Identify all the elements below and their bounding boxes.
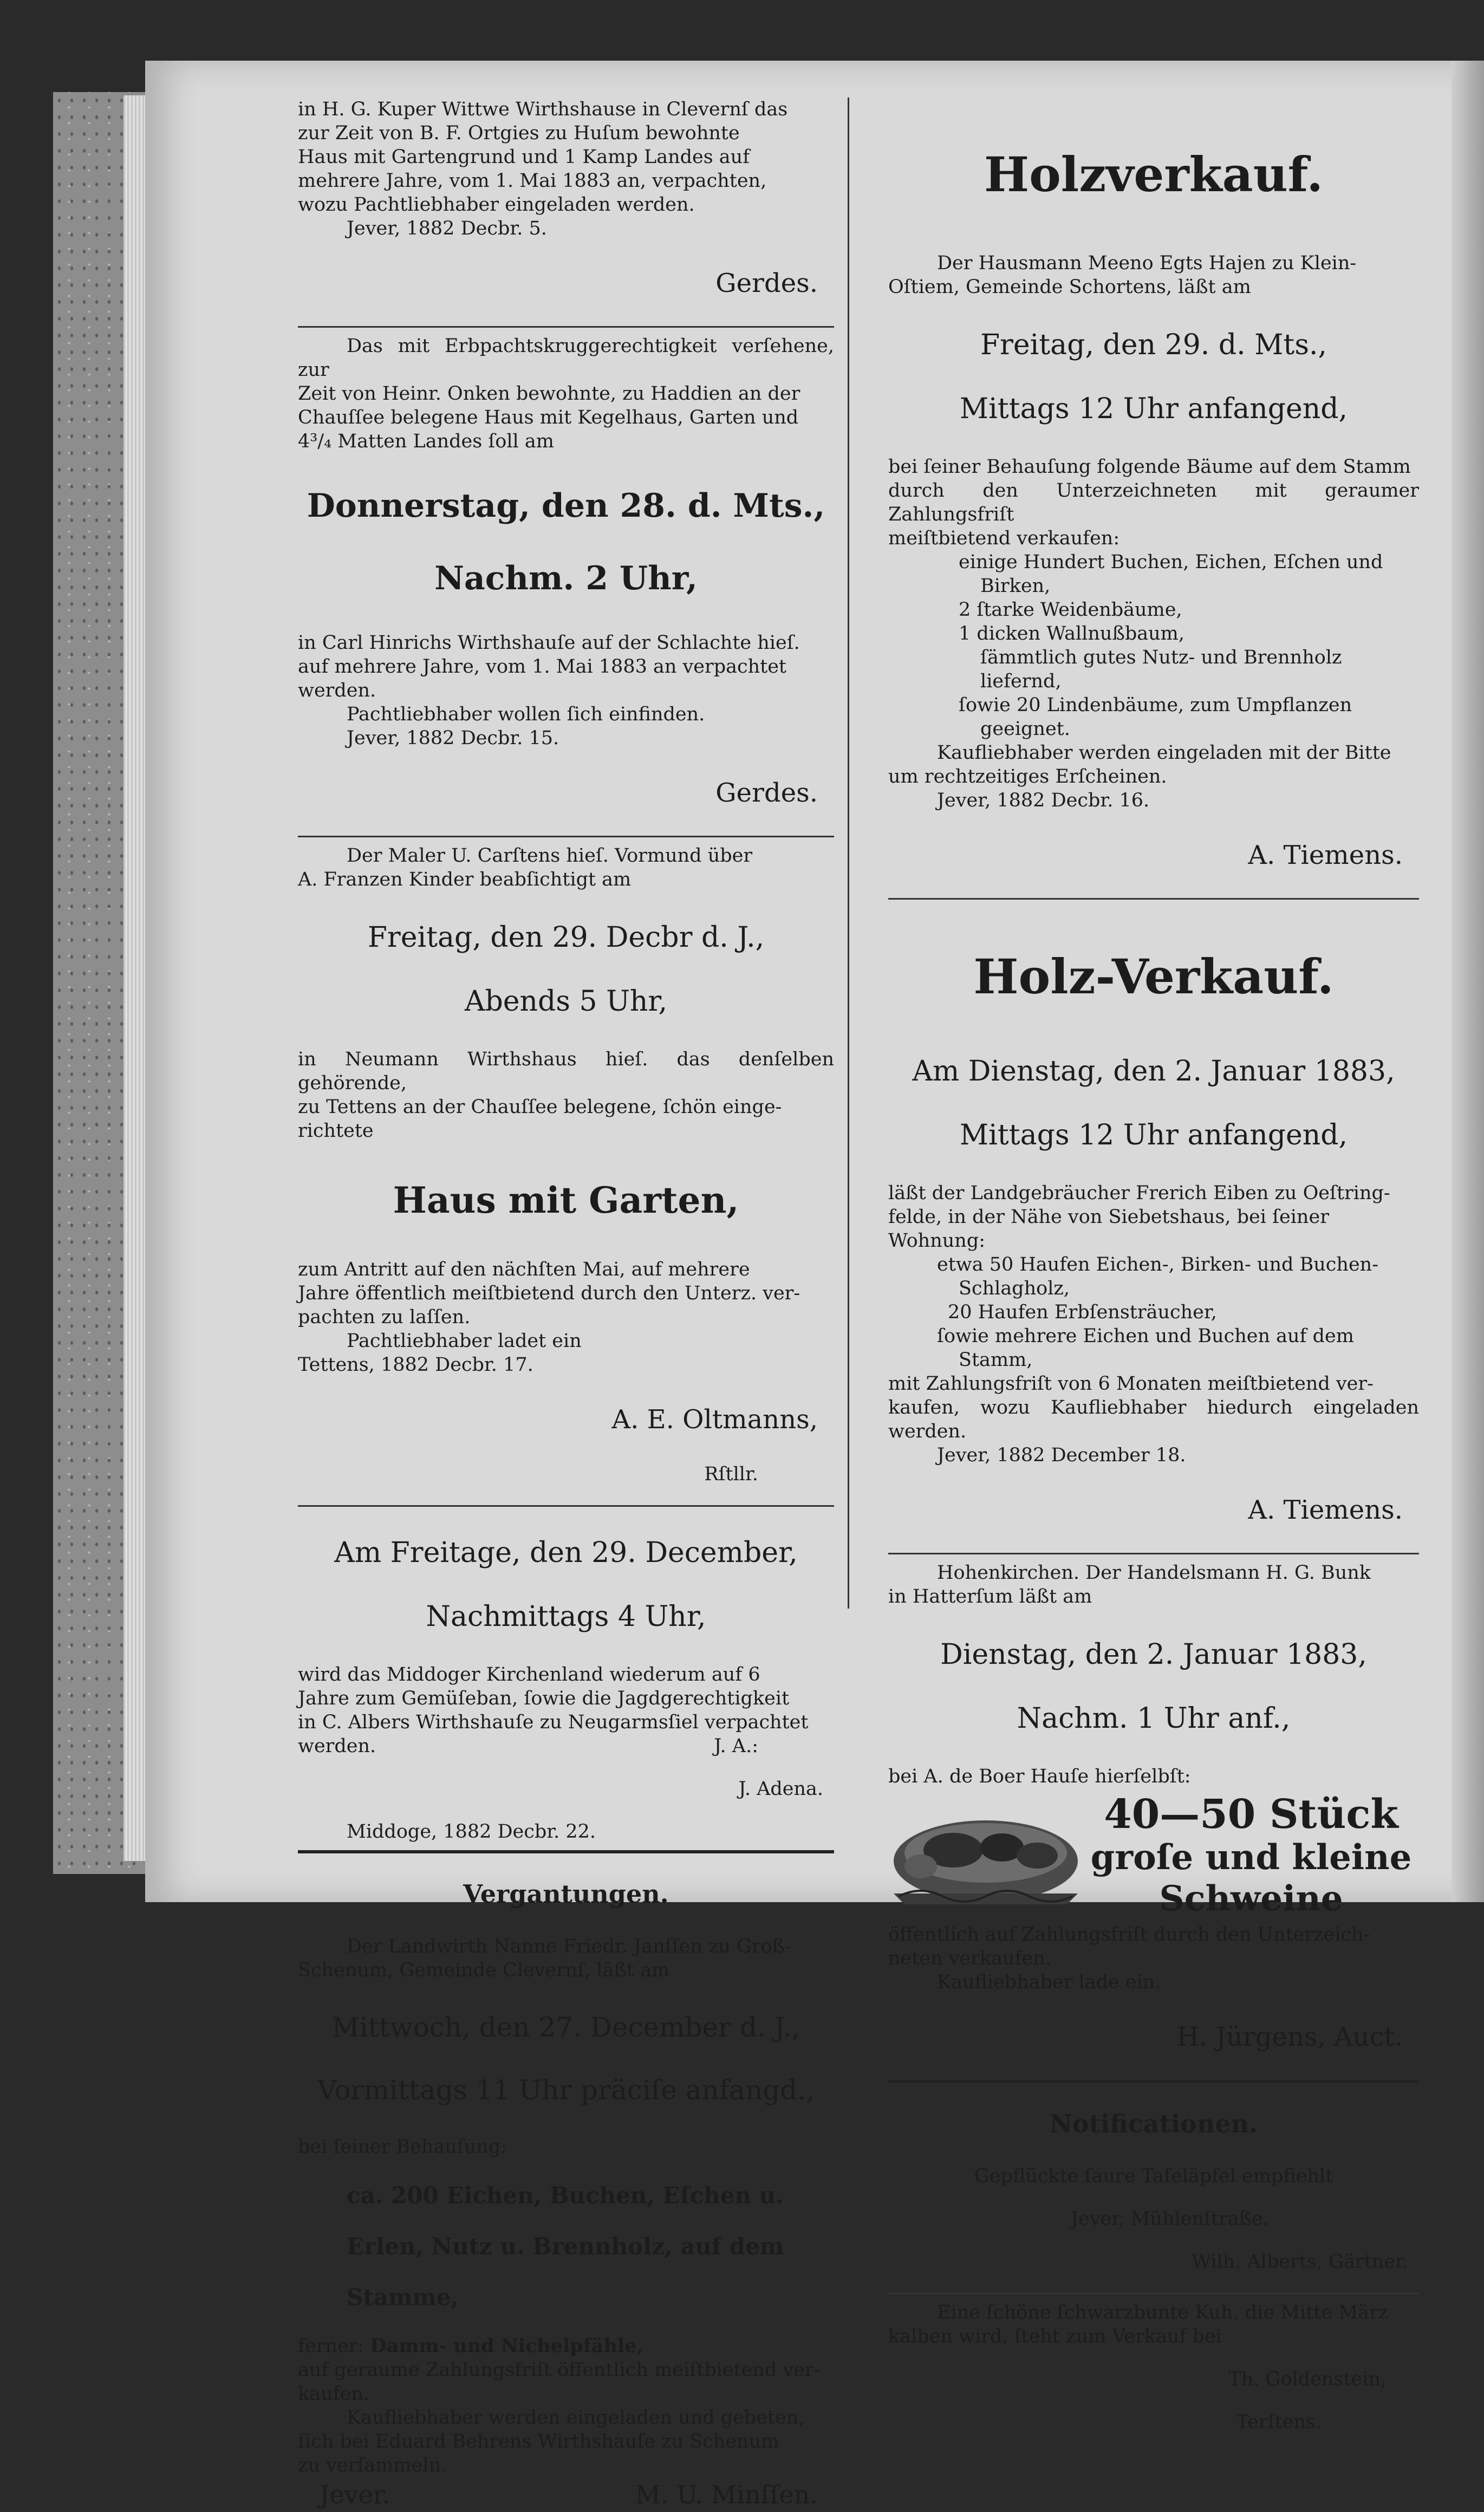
ad-schweine <box>888 1561 1419 2054</box>
section-heading: Holzverkauf. <box>984 146 1324 203</box>
text-line: läßt der Landgebräucher Frerich Eiben zu Oeſtring- <box>888 1182 1390 1204</box>
text-line: A. Franzen Kinder beabſichtigt am <box>298 869 632 890</box>
ad-signature: A. Tiemens. <box>1248 1495 1403 1525</box>
text-line: Schenum, Gemeinde Clevernſ, läßt am <box>298 1960 670 1981</box>
text-line: Jahre zum Gemüſeban, ſowie die Jagdgerechtigkeit <box>298 1688 790 1709</box>
ad-signature: J. Adena. <box>738 1778 823 1800</box>
text-line: Hohenkirchen. Der Handelsmann H. G. Bunk <box>937 1562 1371 1584</box>
ad-date: Jever, 1882 December 18. <box>937 1444 1186 1466</box>
ad-headline: Mittags 12 Uhr anfangend, <box>959 1119 1348 1151</box>
ad-kuper-lease <box>298 97 834 300</box>
ad-signature: Th. Goldenstein, <box>1228 2368 1387 2390</box>
text-line: auf mehrere Jahre, vom 1. Mai 1883 an verpachtet <box>298 656 786 678</box>
text-line: Jever, Mühlenſtraße. <box>1071 2208 1269 2230</box>
ad-date: Jever, 1882 Decbr. 16. <box>937 790 1150 811</box>
ad-signature: A. E. Oltmanns, <box>611 1404 818 1435</box>
text-line: um rechtzeitiges Erſcheinen. <box>888 766 1167 788</box>
ad-kuh <box>888 2301 1419 2434</box>
goods-line: Damm- und Nichelpfähle, <box>370 2335 643 2357</box>
ad-headline: Vormittags 11 Uhr präciſe anfangd., <box>317 2074 815 2106</box>
text-line: Kaufliebhaber werden eingeladen mit der Bitte <box>937 742 1391 764</box>
ad-signature: M. U. Minſſen. <box>635 2480 818 2509</box>
section-heading: Holz-Verkauf. <box>973 948 1334 1005</box>
ad-holzverkauf-hajen <box>888 145 1419 872</box>
text-line: in Carl Hinrichs Wirthshauſe auf der Schlachte hieſ. <box>298 632 800 654</box>
left-column <box>298 97 834 2512</box>
text-line: Der Maler U. Carſtens hieſ. Vormund über <box>347 845 753 867</box>
ad-separator <box>888 2293 1419 2294</box>
ad-headline: Nachmittags 4 Uhr, <box>426 1600 706 1633</box>
ad-signature: A. Tiemens. <box>1248 840 1403 870</box>
list-item: liefernd, <box>980 671 1062 692</box>
text-line: Der Landwirth Nanne Friedr. Janſſen zu Groß- <box>347 1936 791 1957</box>
text-line: Pachtliebhaber wollen ſich einfinden. <box>347 704 705 725</box>
list-item: ſowie mehrere Eichen und Buchen auf dem <box>937 1325 1354 1347</box>
text-line: Der Hausmann Meeno Egts Hajen zu Klein- <box>937 252 1357 274</box>
section-heading: Vergantungen. <box>463 1879 669 1909</box>
ad-separator <box>298 326 834 328</box>
list-item: einige Hundert Buchen, Eichen, Eſchen und <box>959 551 1383 573</box>
text-line: felde, in der Nähe von Siebetshaus, bei ſeiner <box>888 1206 1329 1228</box>
text-line: bei ſeiner Behauſung: <box>298 2136 507 2158</box>
text-line: mehrere Jahre, vom 1. Mai 1883 an, verpachten, <box>298 170 767 192</box>
text-line: Oſtiem, Gemeinde Schortens, läßt am <box>888 276 1251 298</box>
ad-headline: Freitag, den 29. d. Mts., <box>980 329 1327 361</box>
list-item: 20 Haufen Erbſensträucher, <box>948 1301 1217 1323</box>
list-item: Birken, <box>980 575 1051 597</box>
column-divider <box>848 97 849 1609</box>
ad-haus-mit-garten <box>298 844 834 1486</box>
text-line: öffentlich auf Zahlungsfriſt durch den Unterzeich- <box>888 1924 1370 1945</box>
text-line: Eine ſchöne ſchwarzbunte Kuh, die Mitte März <box>937 2302 1389 2324</box>
text-line: Chauſſee belegene Haus mit Kegelhaus, Garten und <box>298 407 799 428</box>
pig-count-headline: 40—50 Stück <box>1104 1791 1398 1838</box>
ad-headline: Am Freitage, den 29. December, <box>334 1537 798 1569</box>
ferner-label: ferner: <box>298 2335 365 2357</box>
ad-headline: Dienstag, den 2. Januar 1883, <box>940 1638 1367 1671</box>
ad-separator <box>298 836 834 837</box>
list-item: etwa 50 Haufen Eichen-, Birken- und Buchen- <box>937 1254 1379 1275</box>
text-line: bei A. de Boer Hauſe hierſelbſt: <box>888 1766 1191 1787</box>
goods-line: Erlen, Nutz u. Brennholz, auf dem <box>347 2233 784 2260</box>
ad-date: Jever, 1882 Decbr. 15. <box>347 727 559 749</box>
ad-headline: Haus mit Garten, <box>393 1179 739 1221</box>
text-line: neten verkaufen. <box>888 1948 1051 1969</box>
goods-line: ca. 200 Eichen, Buchen, Eſchen u. <box>347 2182 784 2209</box>
text-line: zu Tettens an der Chauſſee belegene, ſchön einge- <box>298 1096 782 1118</box>
text-line: zum Antritt auf den nächſten Mai, auf mehrere <box>298 1259 750 1280</box>
ad-separator <box>888 898 1419 900</box>
text-line: pachten zu laſſen. <box>298 1306 471 1328</box>
ad-signature-title: Rſtllr. <box>704 1463 758 1485</box>
pig-type-headline: Schweine <box>1159 1878 1343 1919</box>
text-line: zu verſammeln. <box>298 2455 447 2476</box>
text-line: Jahre öffentlich meiſtbietend durch den Unterz. ver- <box>298 1283 800 1304</box>
list-item: 1 dicken Wallnußbaum, <box>959 623 1184 645</box>
ad-date: Tettens, 1882 Decbr. 17. <box>298 1354 533 1376</box>
text-line: richtete <box>298 1120 374 1142</box>
text-line: wird das Middoger Kirchenland wiederum auf 6 <box>298 1664 760 1685</box>
ad-signature: Gerdes. <box>715 268 818 298</box>
text-line: in Neumann Wirthshaus hieſ. das denſelben gehörende, <box>298 1049 834 1094</box>
text-line: durch den Unterzeichneten mit geraumer Zahlungsfriſt <box>888 480 1419 525</box>
text-line: kaufen, wozu Kaufliebhaber hiedurch eingeladen werden. <box>888 1397 1419 1442</box>
text-line: Das mit Erbpachtskruggerechtigkeit verſehene, zur <box>298 335 834 381</box>
ad-vergantungen <box>298 1878 834 2512</box>
text-line: kaufen. <box>298 2383 369 2405</box>
section-heading: Notificationen. <box>1049 2109 1258 2138</box>
ad-headline: Am Dienstag, den 2. Januar 1883, <box>912 1055 1395 1088</box>
text-line: in H. G. Kuper Wittwe Wirthshause in Clevernſ das <box>298 99 788 120</box>
text-line: auf geraume Zahlungsfriſt öffentlich meiſtbietend ver- <box>298 2359 821 2381</box>
ad-holz-verkauf-eiben <box>888 947 1419 1527</box>
ad-headline: Abends 5 Uhr, <box>464 985 668 1018</box>
ad-signature: Wilh. Alberts, Gärtner. <box>1191 2251 1408 2273</box>
list-item: Stamm, <box>959 1349 1033 1371</box>
ad-notificationen <box>888 2108 1419 2274</box>
ad-signature: Gerdes. <box>715 778 818 808</box>
ad-erbpacht-krug <box>298 334 834 810</box>
ad-headline: Donnerstag, den 28. d. Mts., <box>307 487 825 525</box>
text-line: wozu Pachtliebhaber eingeladen werden. <box>298 194 695 216</box>
text-line: Zeit von Heinr. Onken bewohnte, zu Haddien an der <box>298 383 800 405</box>
ad-separator <box>298 1505 834 1507</box>
text-line: Kaufliebhaber lade ein. <box>937 1971 1161 1993</box>
list-item: 2 ſtarke Weidenbäume, <box>959 599 1182 621</box>
ad-signature-place: Terſtens. <box>1236 2411 1322 2433</box>
ad-separator <box>888 2080 1419 2083</box>
goods-line: Stamme, <box>347 2284 459 2311</box>
pig-illustration-block <box>888 1792 1419 1919</box>
text-line: Gepflückte ſaure Tafeläpfel empfiehlt <box>974 2165 1333 2187</box>
text-line: werden. <box>298 680 376 701</box>
text-line: kalben wird, ſteht zum Verkauf bei <box>888 2326 1222 2347</box>
ad-signature: H. Jürgens, Auct. <box>1176 2022 1403 2052</box>
ad-proxy-label: J. A.: <box>714 1735 758 1757</box>
ad-headline: Nachm. 2 Uhr, <box>434 559 698 597</box>
ad-headline: Mittwoch, den 27. December d. J., <box>331 2012 800 2043</box>
ad-headline: Mittags 12 Uhr anfangend, <box>959 393 1348 425</box>
text-line: 4³/₄ Matten Landes ſoll am <box>298 431 554 452</box>
page-curl-shadow <box>1452 61 1484 1902</box>
text-line: in Hatterſum läßt am <box>888 1586 1092 1608</box>
ad-place: Jever. <box>320 2480 390 2509</box>
ad-headline: Freitag, den 29. Decbr d. J., <box>367 921 765 954</box>
pigs-illustration <box>888 1801 1083 1910</box>
ad-date: Middoge, 1882 Decbr. 22. <box>347 1821 596 1843</box>
text-line: Haus mit Gartengrund und 1 Kamp Landes auf <box>298 146 750 168</box>
text-line: mit Zahlungsfriſt von 6 Monaten meiſtbietend ver- <box>888 1373 1374 1395</box>
ad-date: Jever, 1882 Decbr. 5. <box>347 218 547 239</box>
text-line: in C. Albers Wirthshauſe zu Neugarmsſiel verpachtet <box>298 1711 809 1733</box>
list-item: ſämmtlich gutes Nutz- und Brennholz <box>980 647 1342 668</box>
ad-separator <box>298 1850 834 1853</box>
text-line: meiſtbietend verkaufen: <box>888 528 1120 549</box>
pig-size-headline: groſe und kleine <box>1090 1837 1412 1878</box>
text-line: Wohnung: <box>888 1230 986 1252</box>
text-line: zur Zeit von B. F. Ortgies zu Huſum bewohnte <box>298 122 740 144</box>
text-line: bei ſeiner Behauſung folgende Bäume auf dem Stamm <box>888 456 1411 478</box>
ad-headline: Nachm. 1 Uhr anf., <box>1017 1702 1291 1735</box>
text-line: werden. <box>298 1735 376 1757</box>
list-item: ſowie 20 Lindenbäume, zum Umpflanzen <box>959 694 1352 716</box>
text-line: Pachtliebhaber ladet ein <box>347 1330 582 1352</box>
ad-separator <box>888 1553 1419 1554</box>
text-line: ſich bei Eduard Behrens Wirthshauſe zu Schenum <box>298 2431 779 2452</box>
list-item: geeignet. <box>980 718 1070 740</box>
ad-kirchenland <box>298 1535 834 1844</box>
list-item: Schlagholz, <box>959 1278 1070 1299</box>
right-column <box>888 97 1419 2453</box>
text-line: Kaufliebhaber werden eingeladen und gebeten, <box>347 2407 805 2429</box>
